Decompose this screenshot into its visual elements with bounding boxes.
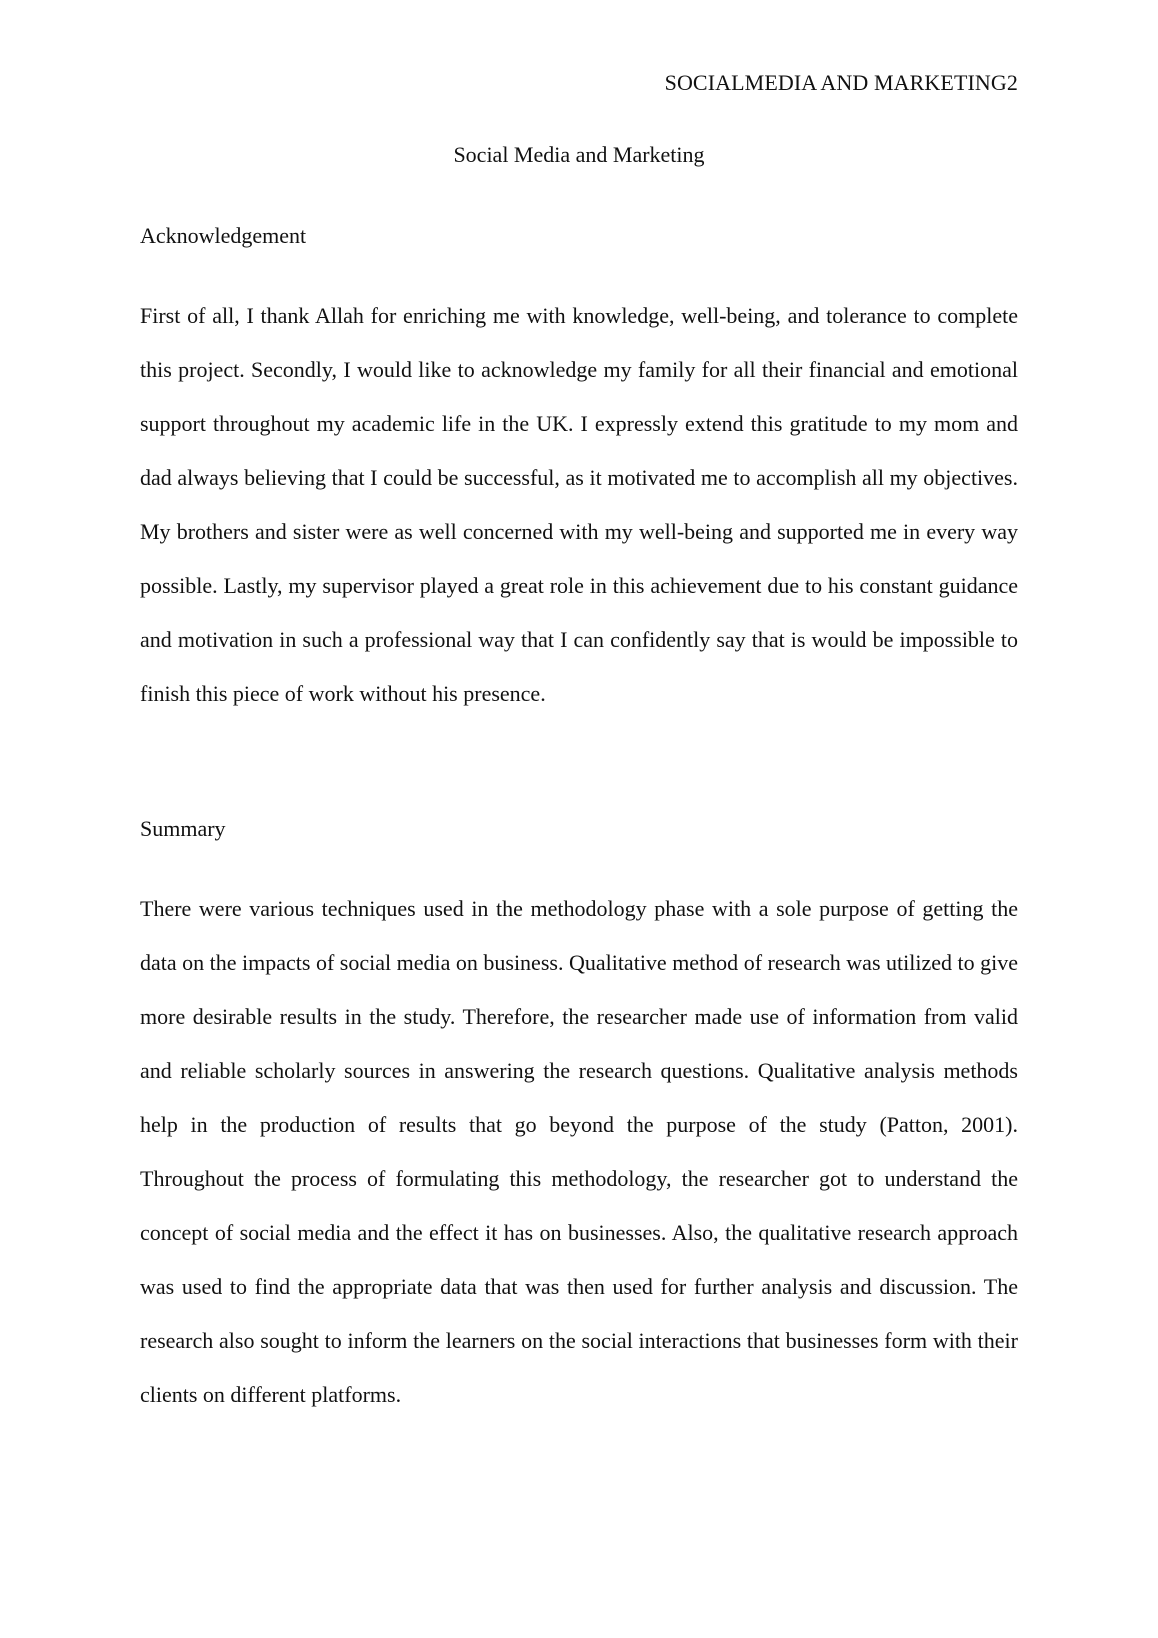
summary-heading: Summary	[140, 816, 226, 841]
summary-paragraph: There were various techniques used in the methodology phase with a sole purpose of getting the data on the impacts of social media on business. Qualitative method of research was utilized to give more desirable results in the study. Therefore, the researcher made use of information from valid and reliable scholarly sources in answering the research questions. Qualitative analysis methods help in the production of results that go beyond the purpose of the study (Patton, 2001). Throughout the process of formulating this methodology, the researcher got to understand the concept of social media and the effect it has on businesses. Also, the qualitative research approach was used to find the appropriate data that was then used for further analysis and discussion. The research also sought to inform the learners on the social interactions that businesses form with their clients on different platforms.	[140, 896, 1018, 1407]
acknowledgement-heading: Acknowledgement	[140, 223, 307, 248]
running-head: SOCIALMEDIA AND MARKETING2	[664, 70, 1018, 95]
acknowledgement-paragraph: First of all, I thank Allah for enriching me with knowledge, well-being, and tolerance to complete this project. Secondly, I would like to acknowledge my family for all their financial and emotional support throughout my academic life in the UK. I expressly extend this gratitude to my mom and dad always believing that I could be successful, as it motivated me to accomplish all my objectives. My brothers and sister were as well concerned with my well-being and supported me in every way possible. Lastly, my supervisor played a great role in this achievement due to his constant guidance and motivation in such a professional way that I can confidently say that is would be impossible to finish this piece of work without his presence.	[140, 303, 1018, 706]
document-title: Social Media and Marketing	[453, 142, 705, 167]
